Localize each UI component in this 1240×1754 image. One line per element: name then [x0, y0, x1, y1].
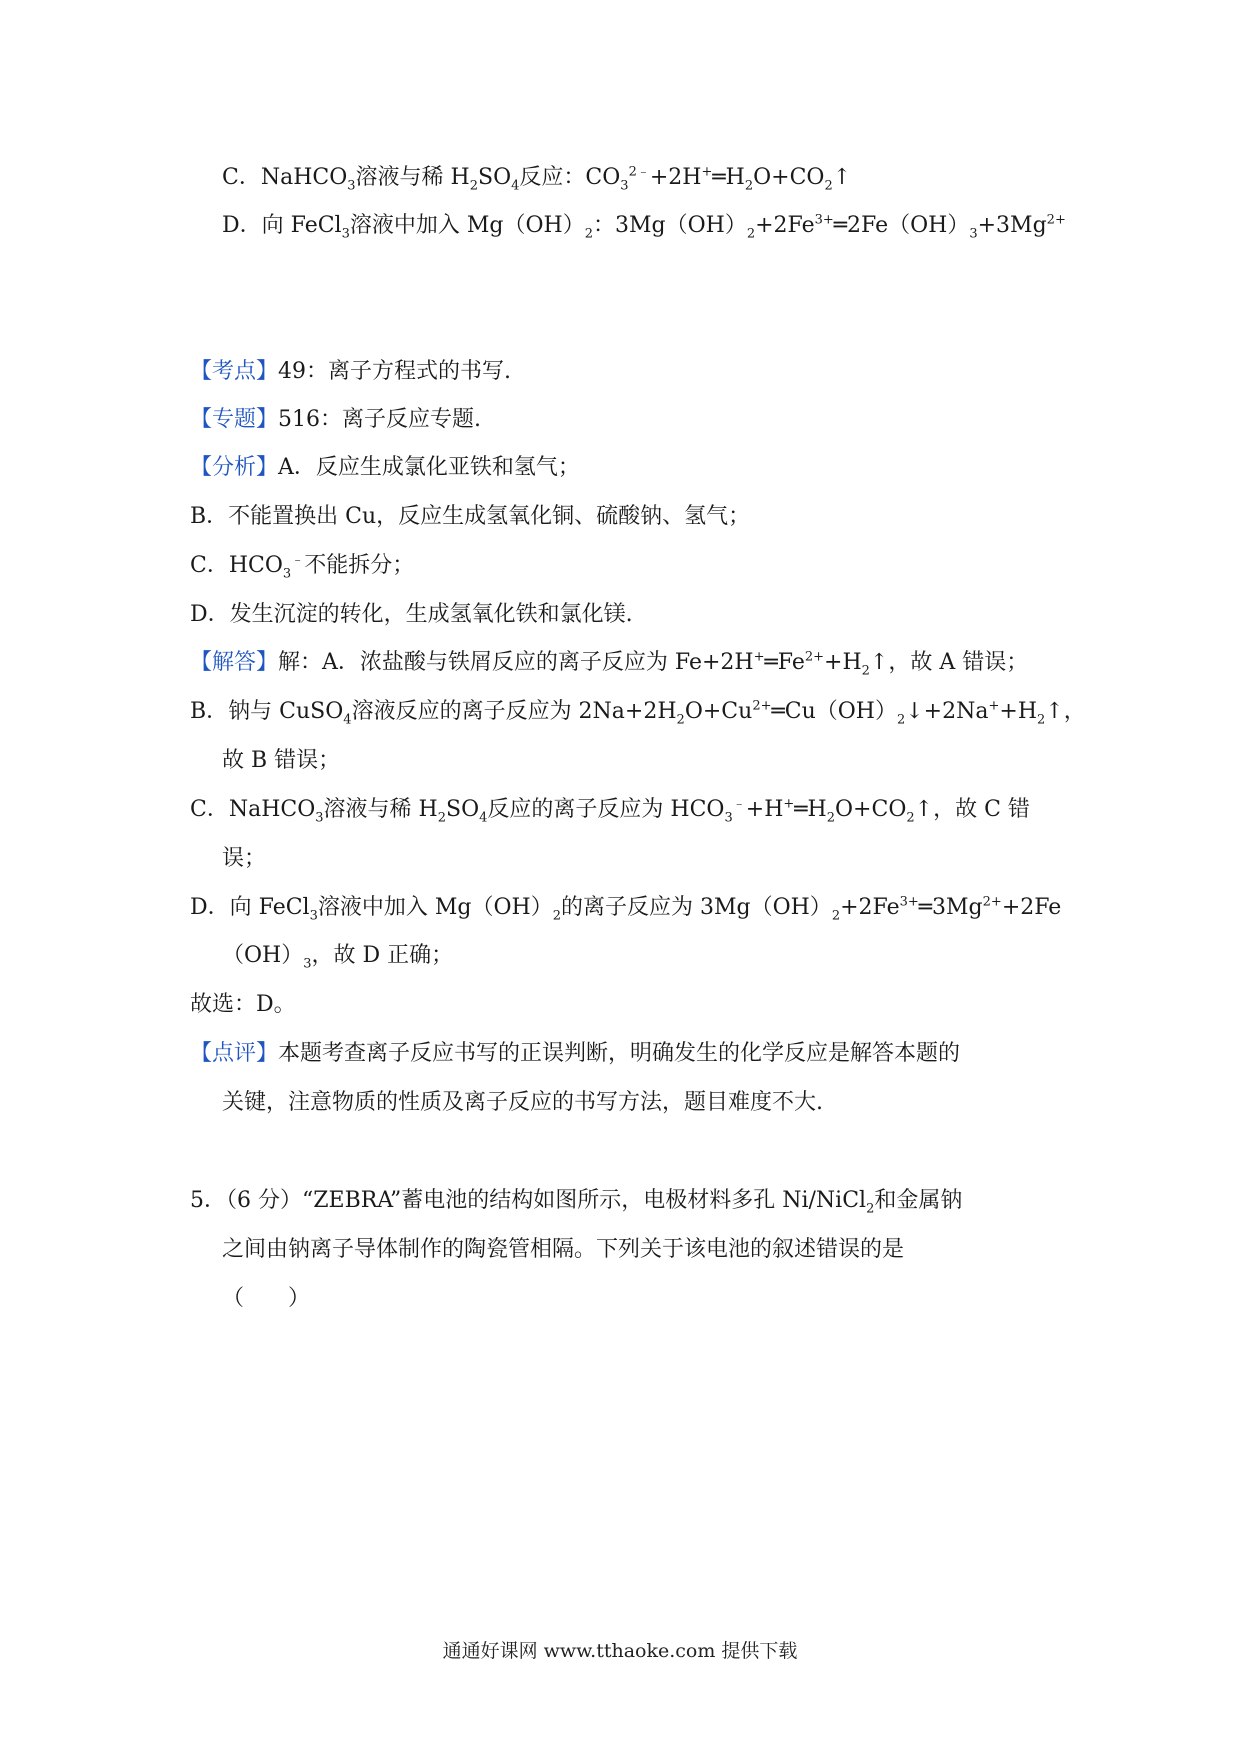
dianping-line-2 [222, 1088, 823, 1118]
subscript: 4 [479, 810, 488, 826]
fenxi-text: D．发生沉淀的转化，生成氢氧化铁和氯化镁. [190, 602, 633, 627]
jieda-text: 溶液与稀 H [323, 797, 438, 822]
option-c-text: C．NaHCO [222, 165, 348, 190]
dianping-text: 本题考查离子反应书写的正误判断，明确发生的化学反应是解答本题的 [278, 1041, 961, 1066]
subscript: 2 [1037, 712, 1046, 728]
option-c-text: ↑ [832, 165, 852, 190]
fenxi-text: B．不能置换出 Cu，反应生成氢氧化铜、硫酸钠、氢气； [190, 504, 751, 529]
subscript: 2 [906, 810, 915, 826]
jieda-text: ，故 D 正确； [311, 943, 454, 968]
jieda-line-c-cont [222, 844, 266, 874]
jieda-text: D．向 FeCl [190, 895, 310, 920]
fenxi-text: C．HCO [190, 553, 283, 578]
subscript: 3 [724, 810, 733, 826]
superscript: 2+ [804, 649, 825, 665]
option-c-text: O+CO [753, 165, 825, 190]
question-text: 之间由钠离子导体制作的陶瓷管相隔。下列关于该电池的叙述错误的是 [222, 1237, 905, 1262]
superscript: 2﹣ [628, 164, 650, 180]
subscript: 2 [746, 226, 756, 242]
subscript: 3 [341, 226, 350, 242]
jieda-text: ↑， [1045, 699, 1086, 724]
zhuanti-tag: 【专题】 [190, 407, 279, 432]
subscript: 2 [437, 810, 447, 826]
answer-text: 故选：D。 [190, 992, 296, 1017]
kaodian-text: 49：离子方程式的书写. [278, 359, 512, 384]
jieda-text: O+Cu [684, 699, 753, 724]
option-c-text: +2H [649, 165, 702, 190]
question-5-line-3 [222, 1284, 310, 1314]
question-5 [190, 1186, 962, 1216]
fenxi-line-a: A．反应生成氯化亚铁和氢气； [278, 455, 580, 480]
subscript: 3 [315, 810, 324, 826]
jieda-text: 反应的离子反应为 HCO [487, 797, 725, 822]
jieda-text: C．NaHCO [190, 797, 316, 822]
jieda-text: （OH） [222, 943, 304, 968]
jieda-text: ═Cu（OH） [771, 699, 897, 724]
jieda-text: ═H [794, 797, 827, 822]
dianping-text: 关键，注意物质的性质及离子反应的书写方法，题目难度不大. [222, 1090, 823, 1115]
superscript: 2+ [982, 894, 1002, 910]
subscript: 3 [347, 178, 356, 194]
subscript: 2 [831, 908, 841, 924]
superscript: ﹣ [291, 552, 305, 568]
subscript: 2 [744, 178, 754, 194]
jieda-text: SO [446, 797, 480, 822]
subscript: 2 [676, 712, 685, 728]
answer-line [190, 990, 296, 1020]
jieda-text: 溶液反应的离子反应为 2Na+2H [351, 699, 677, 724]
zhuanti-text: 516：离子反应专题. [278, 407, 482, 432]
question-text: 和金属钠 [874, 1188, 963, 1213]
jieda-text: ↑，故 C 错 [914, 797, 1030, 822]
jieda-text: ↑，故 A 错误； [869, 650, 1029, 675]
option-d-text: D．向 FeCl [222, 213, 342, 238]
fenxi-line-c [190, 551, 414, 581]
jieda-line-b [190, 697, 1086, 727]
jieda-text: +2Fe [1001, 895, 1062, 920]
superscript: + [988, 698, 1000, 714]
superscript: 3+ [899, 894, 919, 910]
subscript: 3 [309, 908, 318, 924]
jieda-text: O+CO [835, 797, 907, 822]
dianping-tag: 【点评】 [190, 1041, 279, 1066]
jieda-text: ═Fe [764, 650, 805, 675]
superscript: 3+ [814, 212, 834, 228]
jieda-line-d [190, 893, 1061, 923]
superscript: 2+ [1046, 212, 1066, 228]
superscript: 2+ [752, 698, 772, 714]
subscript: 4 [343, 712, 352, 728]
jieda-text: ═3Mg [918, 895, 983, 920]
superscript: ﹣ [732, 796, 746, 812]
fenxi-tag: 【分析】 [190, 455, 279, 480]
page-footer: 通通好课网 www.tthaoke.com 提供下载 [442, 1640, 798, 1662]
subscript: 2 [824, 178, 833, 194]
jieda-line-d-cont [222, 941, 453, 971]
subscript: 3 [303, 956, 312, 972]
jieda-section [190, 648, 1028, 678]
jieda-line-c [190, 795, 1030, 825]
question-text: （ ） [222, 1286, 311, 1311]
superscript: + [783, 796, 795, 812]
option-d-text: +2Fe [755, 213, 815, 238]
jieda-text: B．钠与 CuSO [190, 699, 344, 724]
jieda-text: 解：A．浓盐酸与铁屑反应的离子反应为 Fe+2H [278, 650, 754, 675]
subscript: 4 [511, 178, 520, 194]
jieda-text: ↓+2Na [905, 699, 989, 724]
option-d-text: +3Mg [977, 213, 1047, 238]
subscript: 3 [282, 566, 292, 582]
fenxi-text: 不能拆分； [304, 553, 415, 578]
subscript: 2 [861, 663, 870, 679]
fenxi-line-d [190, 600, 633, 630]
dianping-section [190, 1039, 960, 1069]
option-d-text: 溶液中加入 Mg（OH） [349, 213, 585, 238]
question-text: 5．（6 分）“ZEBRA”蓄电池的结构如图所示，电极材料多孔 Ni/NiCl [190, 1188, 867, 1213]
option-c-text: SO [478, 165, 512, 190]
jieda-tag: 【解答】 [190, 650, 279, 675]
subscript: 2 [469, 178, 479, 194]
fenxi-section [190, 453, 580, 483]
fenxi-line-b [190, 502, 750, 532]
option-c-text: 溶液与稀 H [355, 165, 470, 190]
jieda-text: 误； [222, 846, 267, 871]
kaodian-tag: 【考点】 [190, 359, 279, 384]
subscript: 2 [826, 810, 836, 826]
jieda-text: +H [745, 797, 784, 822]
subscript: 2 [896, 712, 906, 728]
subscript: 3 [620, 178, 629, 194]
option-c [222, 163, 851, 193]
subscript: 2 [584, 226, 593, 242]
jieda-text: 的离子反应为 3Mg（OH） [560, 895, 832, 920]
option-d [222, 211, 1066, 241]
kaodian-section [190, 357, 511, 387]
jieda-line-b-cont [222, 746, 340, 776]
subscript: 3 [969, 226, 978, 242]
option-d-text: ═2Fe（OH） [833, 213, 970, 238]
superscript: + [701, 164, 713, 180]
zhuanti-section [190, 405, 481, 435]
jieda-text: +H [824, 650, 862, 675]
question-5-line-2 [222, 1235, 904, 1265]
jieda-text: 溶液中加入 Mg（OH） [317, 895, 553, 920]
jieda-text: +H [999, 699, 1038, 724]
jieda-text: 故 B 错误； [222, 748, 341, 773]
subscript: 2 [866, 1201, 875, 1217]
subscript: 2 [552, 908, 561, 924]
option-d-text: ：3Mg（OH） [592, 213, 747, 238]
option-c-text: ═H [712, 165, 745, 190]
jieda-text: +2Fe [840, 895, 900, 920]
superscript: + [753, 649, 765, 665]
option-c-text: 反应：CO [519, 165, 621, 190]
